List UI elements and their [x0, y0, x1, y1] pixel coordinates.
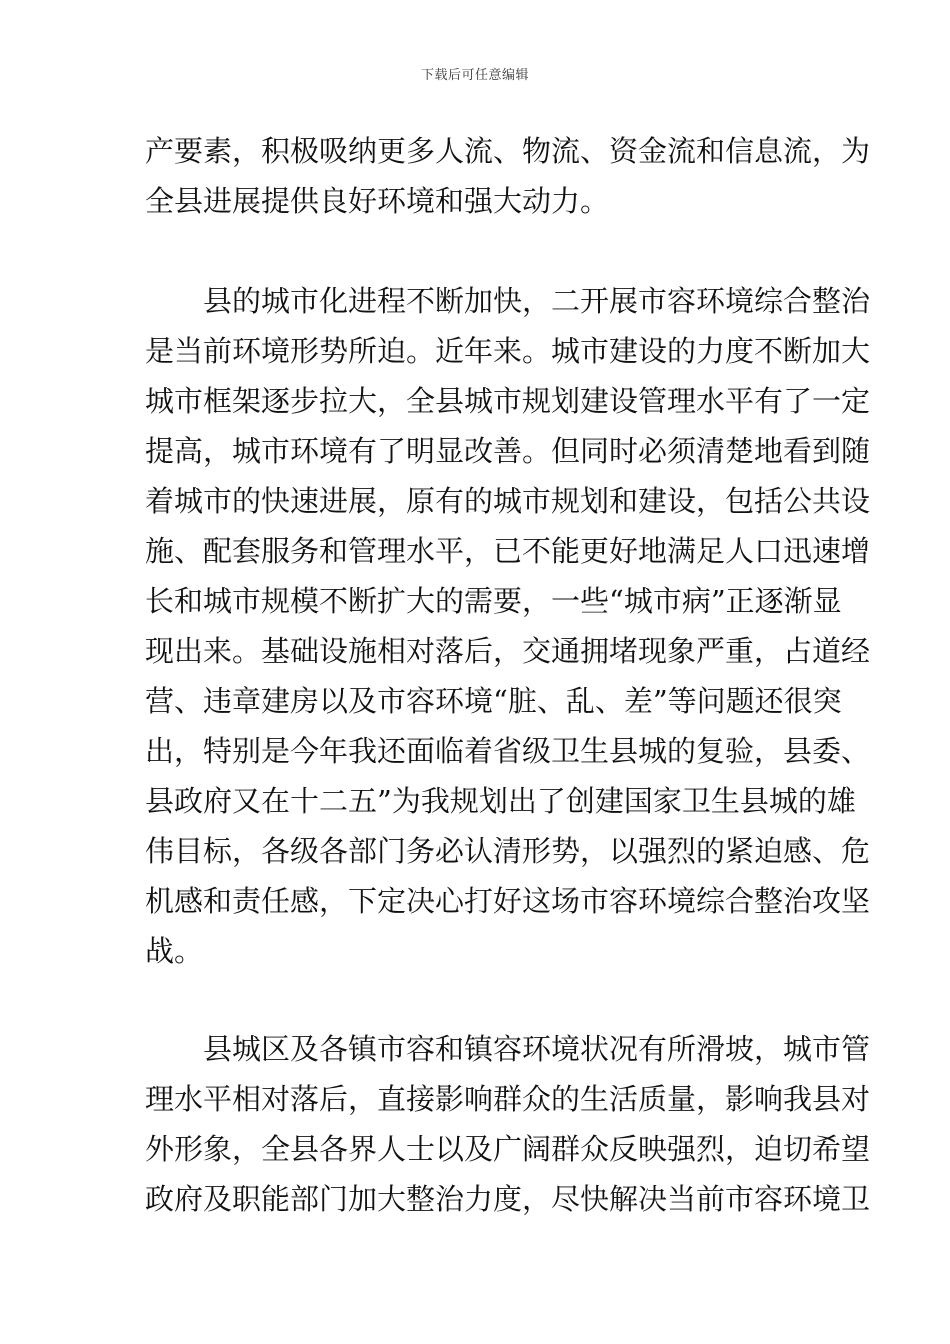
text-line: 政府及职能部门加大整治力度，尽快解决当前市容环境卫: [145, 1182, 871, 1216]
text-line: 施、配套服务和管理水平，已不能更好地满足人口迅速增: [145, 534, 871, 568]
paragraph-2: [145, 276, 871, 976]
text-line: 全县进展提供良好环境和强大动力。: [145, 184, 610, 218]
text-line: 长和城市规模不断扩大的需要，一些“城市病”正逐渐显: [145, 584, 842, 618]
text-line: 县城区及各镇市容和镇容环境状况有所滑坡，城市管: [145, 1032, 871, 1066]
text-line: 出，特别是今年我还面临着省级卫生县城的复验，县委、: [145, 734, 871, 768]
text-line: 理水平相对落后，直接影响群众的生活质量，影响我县对: [145, 1082, 871, 1116]
paragraph-1: [145, 126, 871, 226]
text-line: 产要素，积极吸纳更多人流、物流、资金流和信息流，为: [145, 134, 871, 168]
text-line: 县的城市化进程不断加快，二开展市容环境综合整治: [145, 284, 871, 318]
text-line: 营、违章建房以及市容环境“脏、乱、差”等问题还很突: [145, 684, 842, 718]
text-line: 提高，城市环境有了明显改善。但同时必须清楚地看到随: [145, 434, 871, 468]
text-line: 现出来。基础设施相对落后，交通拥堵现象严重，占道经: [145, 634, 871, 668]
page-header: 下载后可任意编辑: [420, 68, 529, 83]
text-line: 外形象，全县各界人士以及广阔群众反映强烈，迫切希望: [145, 1132, 871, 1166]
paragraph-3: [145, 1024, 871, 1224]
text-line: 城市框架逐步拉大，全县城市规划建设管理水平有了一定: [145, 384, 871, 418]
text-line: 战。: [145, 934, 204, 968]
text-line: 伟目标，各级各部门务必认清形势，以强烈的紧迫感、危: [145, 834, 871, 868]
text-line: 机感和责任感，下定决心打好这场市容环境综合整治攻坚: [145, 884, 871, 918]
text-line: 着城市的快速进展，原有的城市规划和建设，包括公共设: [145, 484, 871, 518]
text-line: 县政府又在十二五”为我规划出了创建国家卫生县城的雄: [145, 784, 856, 818]
text-line: 是当前环境形势所迫。近年来。城市建设的力度不断加大: [145, 334, 871, 368]
